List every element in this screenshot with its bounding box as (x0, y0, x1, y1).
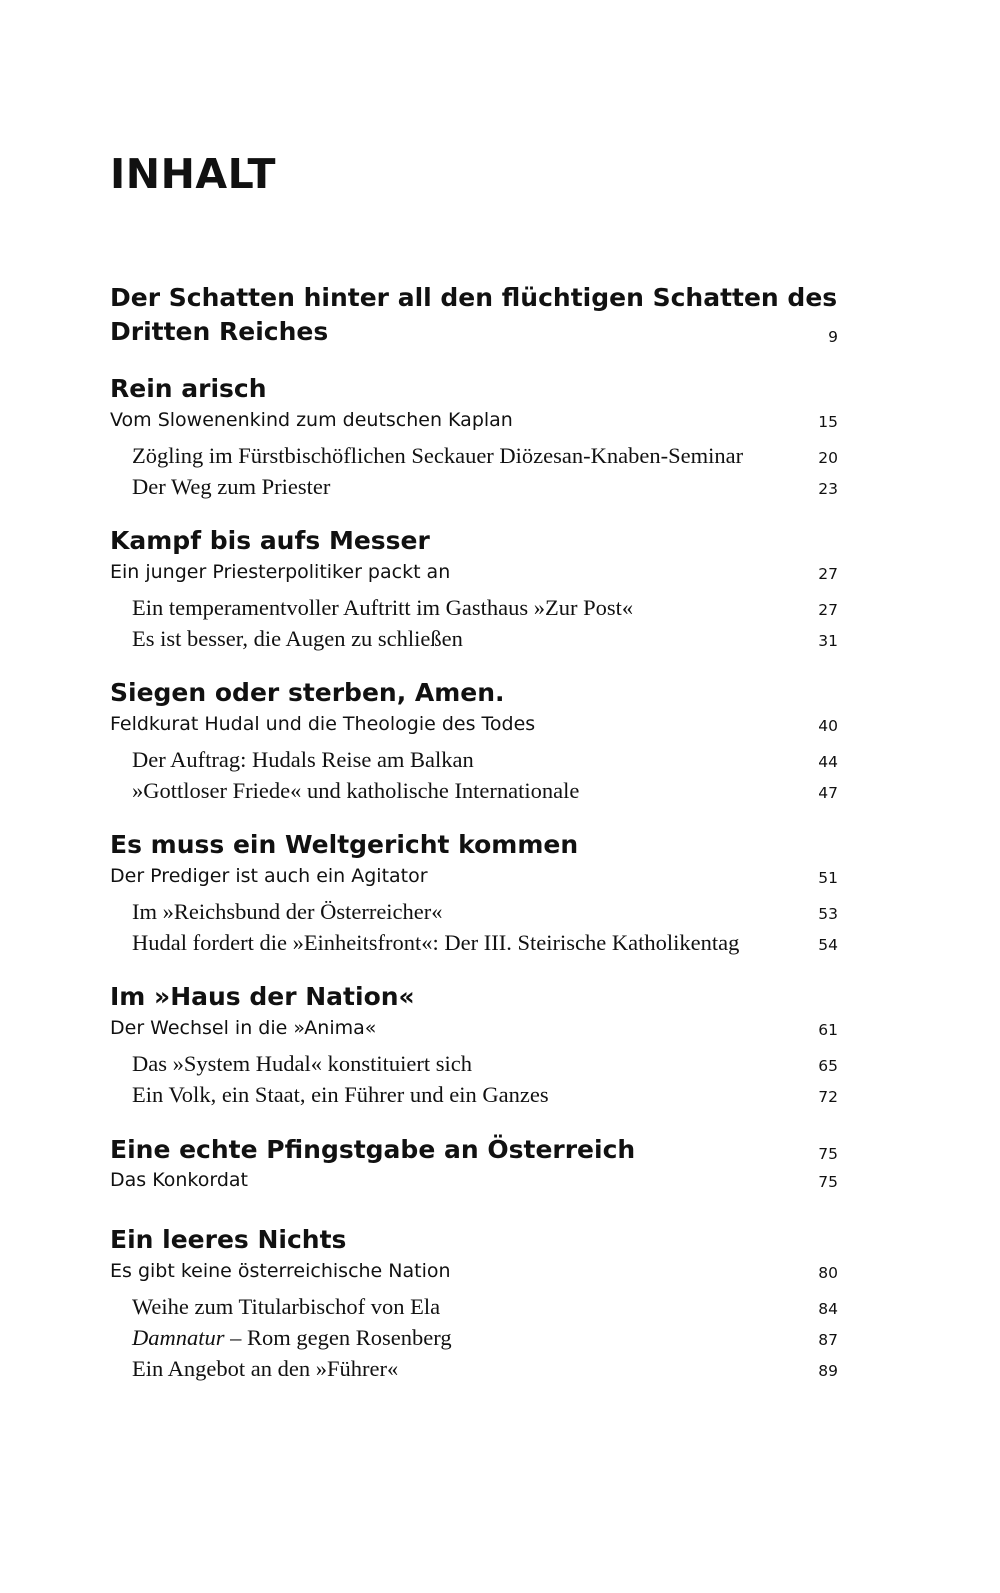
chapter-subtitle: Es gibt keine österreichische Nation (110, 1260, 451, 1282)
section-title-italic: Damnatur (132, 1325, 225, 1350)
section-page-number: 89 (818, 1362, 838, 1380)
intro-title-line-1: Der Schatten hinter all den flüchtigen Schatten des (110, 283, 838, 312)
chapter-page-number: 75 (818, 1145, 838, 1163)
chapter-title: Eine echte Pfingstgabe an Österreich (110, 1135, 636, 1164)
chapter-title: Ein leeres Nichts (110, 1225, 347, 1254)
section-title: Es ist besser, die Augen zu schließen (132, 626, 463, 651)
chapter-subtitle: Der Prediger ist auch ein Agitator (110, 865, 428, 887)
subtitle-page-number: 61 (818, 1021, 838, 1039)
subtitle-page-number: 15 (818, 413, 838, 431)
subtitle-page-number: 75 (818, 1173, 838, 1191)
section-page-number: 20 (818, 449, 838, 467)
intro-page-number: 9 (828, 328, 838, 346)
section-page-number: 72 (818, 1088, 838, 1106)
section-page-number: 27 (818, 601, 838, 619)
chapter-subtitle: Der Wechsel in die »Anima« (110, 1017, 377, 1039)
section-page-number: 53 (818, 905, 838, 923)
subtitle-page-number: 27 (818, 565, 838, 583)
section-title: Der Auftrag: Hudals Reise am Balkan (132, 747, 474, 772)
section-page-number: 65 (818, 1057, 838, 1075)
chapter-title: Es muss ein Weltgericht kommen (110, 830, 579, 859)
section-title: Hudal fordert die »Einheitsfront«: Der III. Steirische Katholikentag (132, 930, 740, 955)
section-page-number: 44 (818, 753, 838, 771)
page-title: INHALT (110, 150, 276, 198)
section-title: Der Weg zum Priester (132, 474, 331, 499)
subtitle-page-number: 40 (818, 717, 838, 735)
chapter-title: Rein arisch (110, 374, 267, 403)
section-page-number: 54 (818, 936, 838, 954)
section-title: Im »Reichsbund der Österreicher« (132, 899, 443, 924)
section-title (132, 1324, 452, 1352)
chapter-subtitle: Feldkurat Hudal und die Theologie des Todes (110, 713, 536, 735)
chapter-title: Kampf bis aufs Messer (110, 526, 430, 555)
section-title: »Gottloser Friede« und katholische Internationale (132, 778, 580, 803)
intro-title-line-2: Dritten Reiches (110, 317, 329, 346)
section-page-number: 23 (818, 480, 838, 498)
section-title: Zögling im Fürstbischöflichen Seckauer Diözesan-Knaben-Seminar (132, 443, 744, 468)
subtitle-page-number: 51 (818, 869, 838, 887)
section-page-number: 47 (818, 784, 838, 802)
section-title: Ein Volk, ein Staat, ein Führer und ein Ganzes (132, 1082, 549, 1107)
section-page-number: 87 (818, 1331, 838, 1349)
section-title: Das »System Hudal« konstituiert sich (132, 1051, 472, 1076)
section-title: Ein temperamentvoller Auftritt im Gasthaus »Zur Post« (132, 595, 634, 620)
section-title: Weihe zum Titularbischof von Ela (132, 1294, 441, 1319)
section-page-number: 31 (818, 632, 838, 650)
chapter-title: Im »Haus der Nation« (110, 982, 415, 1011)
subtitle-page-number: 80 (818, 1264, 838, 1282)
section-title-rest: – Rom gegen Rosenberg (224, 1325, 452, 1350)
section-title: Ein Angebot an den »Führer« (132, 1356, 399, 1381)
chapter-title: Siegen oder sterben, Amen. (110, 678, 505, 707)
chapter-subtitle: Das Konkordat (110, 1169, 248, 1191)
section-page-number: 84 (818, 1300, 838, 1318)
chapter-subtitle: Ein junger Priesterpolitiker packt an (110, 561, 451, 583)
chapter-subtitle: Vom Slowenenkind zum deutschen Kaplan (110, 409, 513, 431)
